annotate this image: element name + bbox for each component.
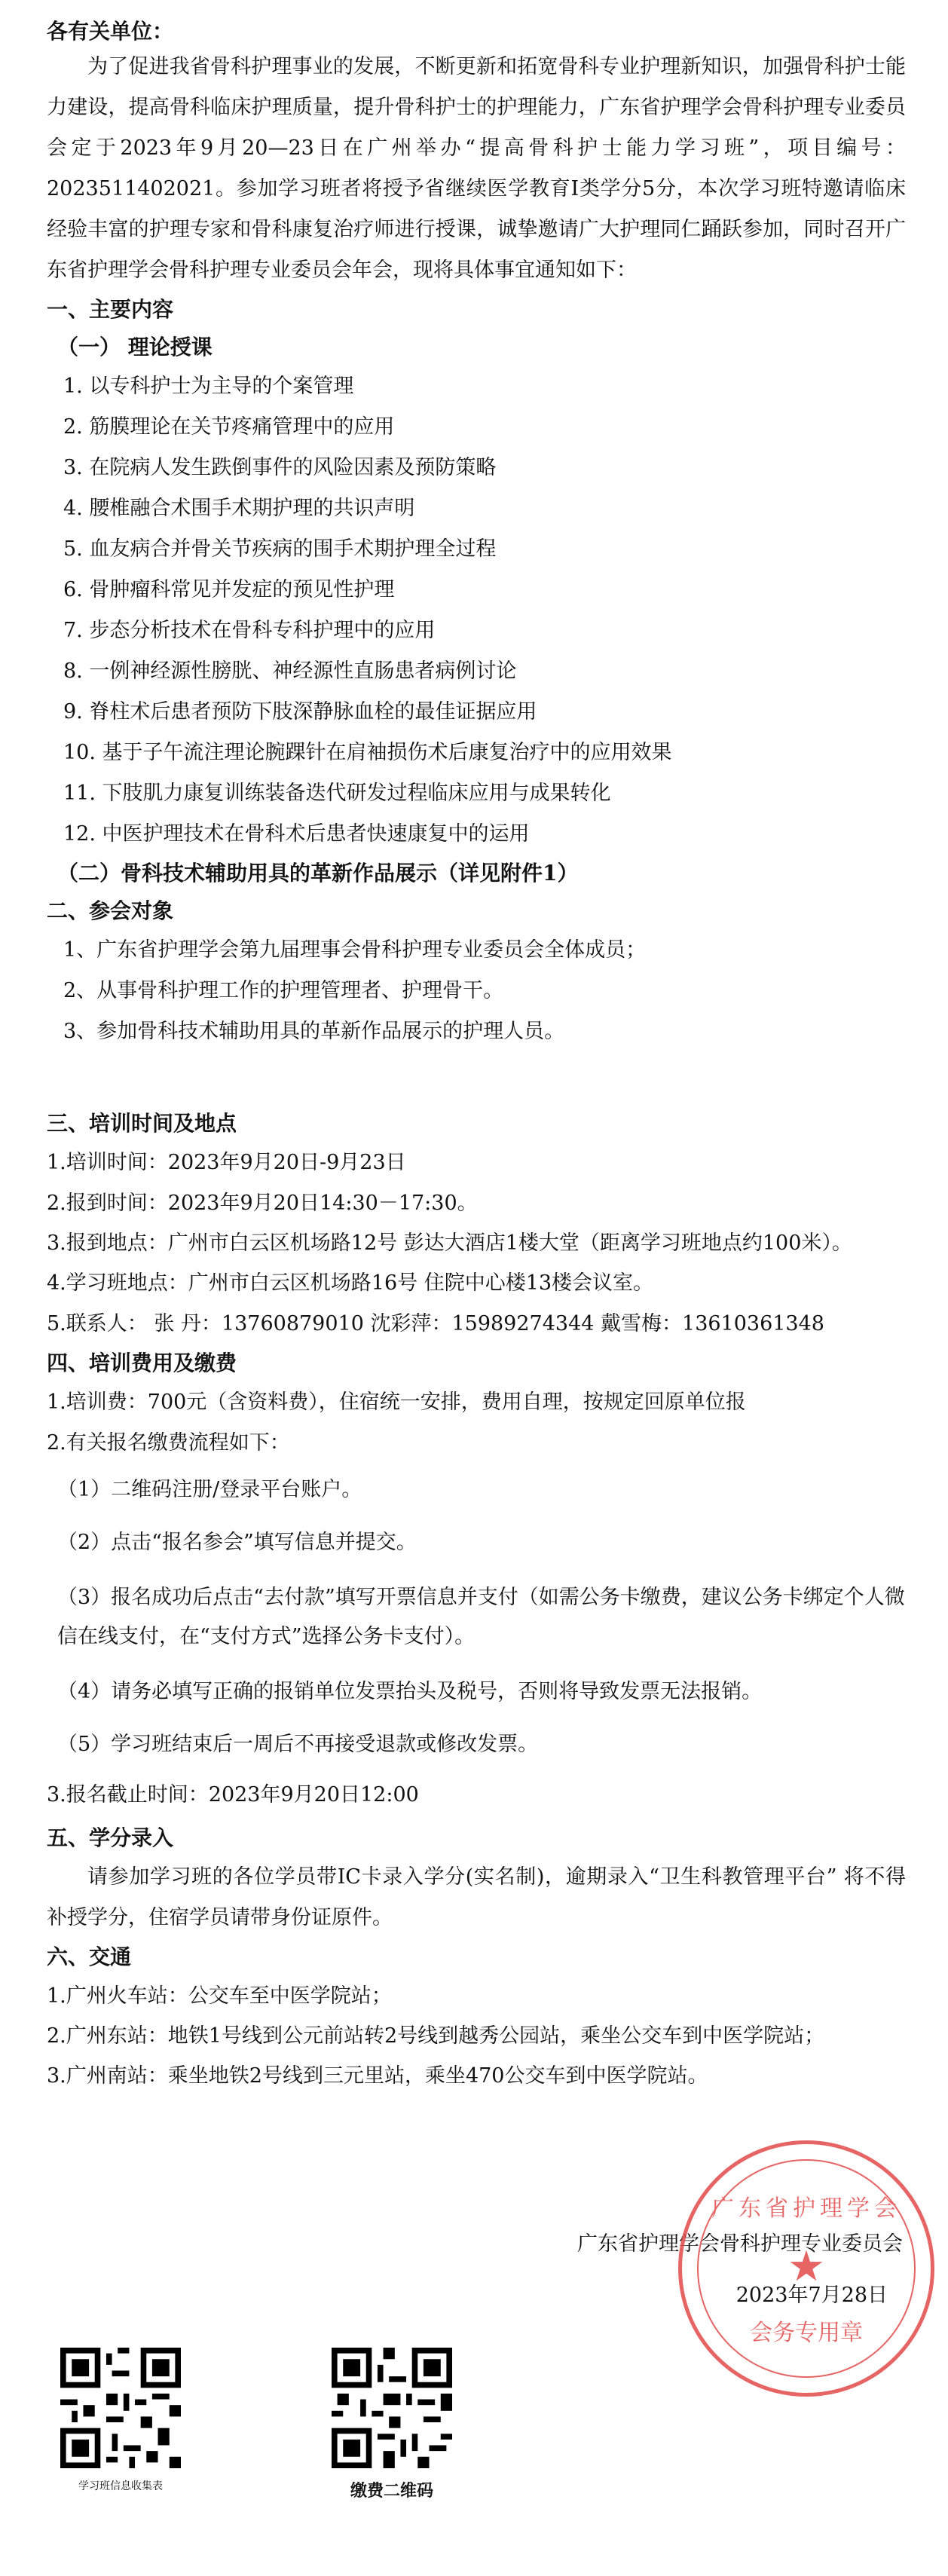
- seal-bottom-text: 会务专用章: [750, 2320, 863, 2346]
- contact-line: 5.联系人： 张 丹：13760879010 沈彩萍：15989274344 戴雪梅：13610361348: [47, 1312, 824, 1335]
- seal-top-text: 广东省护理学会: [711, 2195, 901, 2222]
- list-item: 3. 在院病人发生跌倒事件的风险因素及预防策略: [63, 456, 497, 479]
- list-item: 4. 腰椎融合术围手术期护理的共识声明: [63, 497, 415, 520]
- section6-title: 六、交通: [47, 1944, 132, 1969]
- section1-sub1: （一） 理论授课: [57, 335, 213, 359]
- time-place-item: 3.报到地点：广州市白云区机场路12号 彭达大酒店1楼大堂（距离学习班地点约100米）。: [47, 1231, 852, 1255]
- section5-title: 五、学分录入: [47, 1825, 174, 1850]
- time-place-item: 2.报到时间：2023年9月20日14:30－17:30。: [47, 1192, 478, 1215]
- section1-sub2: （二）骨科技术辅助用具的革新作品展示（详见附件1）: [57, 861, 579, 886]
- section3-title: 三、培训时间及地点: [47, 1111, 237, 1136]
- list-item: 5. 血友病合并骨关节疾病的围手术期护理全过程: [63, 537, 497, 561]
- signature-org: 广东省护理学会骨科护理专业委员会: [577, 2232, 903, 2256]
- list-item: 11. 下肢肌力康复训练装备迭代研发过程临床应用与成果转化: [63, 782, 611, 805]
- time-place-item: 1.培训时间：2023年9月20日-9月23日: [47, 1151, 406, 1174]
- list-item: 1. 以专科护士为主导的个案管理: [63, 375, 354, 398]
- fee-line: 1.培训费：700元（含资料费），住宿统一安排，费用自理，按规定回原单位报: [47, 1390, 746, 1414]
- list-item: 8. 一例神经源性膀胱、神经源性直肠患者病例讨论: [63, 659, 517, 683]
- traffic-item: 1.广州火车站：公交车至中医学院站；: [47, 1984, 392, 2008]
- list-item: 7. 步态分析技术在骨科专科护理中的应用: [63, 619, 436, 642]
- qr-label-payment: 缴费二维码: [350, 2482, 433, 2501]
- step-item: （1）二维码注册/登录平台账户。: [57, 1478, 362, 1501]
- list-item: 6. 骨肿瘤科常见并发症的预见性护理: [63, 578, 395, 601]
- flow-line: 2.有关报名缴费流程如下：: [47, 1431, 290, 1455]
- intro-paragraph: 为了促进我省骨科护理事业的发展，不断更新和拓宽骨科专业护理新知识，加强骨科护士能力建设，提高骨科临床护理质量，提升骨科护士的护理能力，广东省护理学会骨科护理专业委员会定于2023年9月20—23日在广州举办“提高骨科护士能力学习班”，项目编号：2023511402021。参加学习班者将授予省继续医学教育I类学分5分，本次学习班特邀请临床经验丰富的护理专家和骨科康复治疗师进行授课，诚挚邀请广大护理同仁踊跃参加，同时召开广东省护理学会骨科护理专业委员会年会，现将具体事宜通知如下：: [47, 55, 906, 282]
- qr-code-payment[interactable]: [332, 2348, 452, 2468]
- step-item: （4）请务必填写正确的报销单位发票抬头及税号，否则将导致发票无法报销。: [57, 1680, 763, 1703]
- step-item: （5）学习班结束后一周后不再接受退款或修改发票。: [57, 1733, 539, 1756]
- salutation: 各有关单位：: [47, 19, 174, 44]
- section1-title: 一、主要内容: [47, 297, 174, 322]
- credit-paragraph: 请参加学习班的各位学员带IC卡录入学分(实名制)，逾期录入“卫生科教管理平台” 将不得补授学分，住宿学员请带身份证原件。: [47, 1865, 906, 1929]
- attendee-item: 2、从事骨科护理工作的护理管理者、护理骨干。: [63, 979, 504, 1002]
- signature-date: 2023年7月28日: [735, 2284, 888, 2307]
- traffic-item: 3.广州南站：乘坐地铁2号线到三元里站，乘坐470公交车到中医学院站。: [47, 2064, 708, 2088]
- attendee-item: 3、参加骨科技术辅助用具的革新作品展示的护理人员。: [63, 1020, 565, 1043]
- section2-title: 二、参会对象: [47, 898, 174, 923]
- list-item: 12. 中医护理技术在骨科术后患者快速康复中的运用: [63, 822, 530, 846]
- notice-document: [47, 17, 906, 2097]
- traffic-item: 2.广州东站：地铁1号线到公元前站转2号线到越秀公园站，乘坐公交车到中医学院站；: [47, 2024, 825, 2048]
- qr-label-info-form: 学习班信息收集表: [78, 2480, 163, 2492]
- course-list: [47, 366, 906, 855]
- attendee-item: 1、广东省护理学会第九届理事会骨科护理专业委员会全体成员；: [63, 938, 647, 962]
- qr-code-info-form[interactable]: [60, 2348, 181, 2468]
- deadline-line: 3.报名截止时间：2023年9月20日12:00: [47, 1783, 419, 1807]
- time-place-item: 4.学习班地点：广州市白云区机场路16号 住院中心楼13楼会议室。: [47, 1271, 654, 1295]
- list-item: 10. 基于子午流注理论腕踝针在肩袖损伤术后康复治疗中的应用效果: [63, 741, 672, 764]
- seal-star-icon: ★: [787, 2242, 826, 2291]
- step-item: （3）报名成功后点击“去付款”填写开票信息并支付（如需公务卡缴费，建议公务卡绑定个人微信在线支付，在“支付方式”选择公务卡支付）。: [57, 1586, 905, 1648]
- step-item: （2）点击“报名参会”填写信息并提交。: [57, 1531, 417, 1554]
- list-item: 2. 筋膜理论在关节疼痛管理中的应用: [63, 415, 395, 439]
- section4-title: 四、培训费用及缴费: [47, 1351, 237, 1375]
- official-seal: [678, 2140, 934, 2397]
- list-item: 9. 脊柱术后患者预防下肢深静脉血栓的最佳证据应用: [63, 700, 537, 724]
